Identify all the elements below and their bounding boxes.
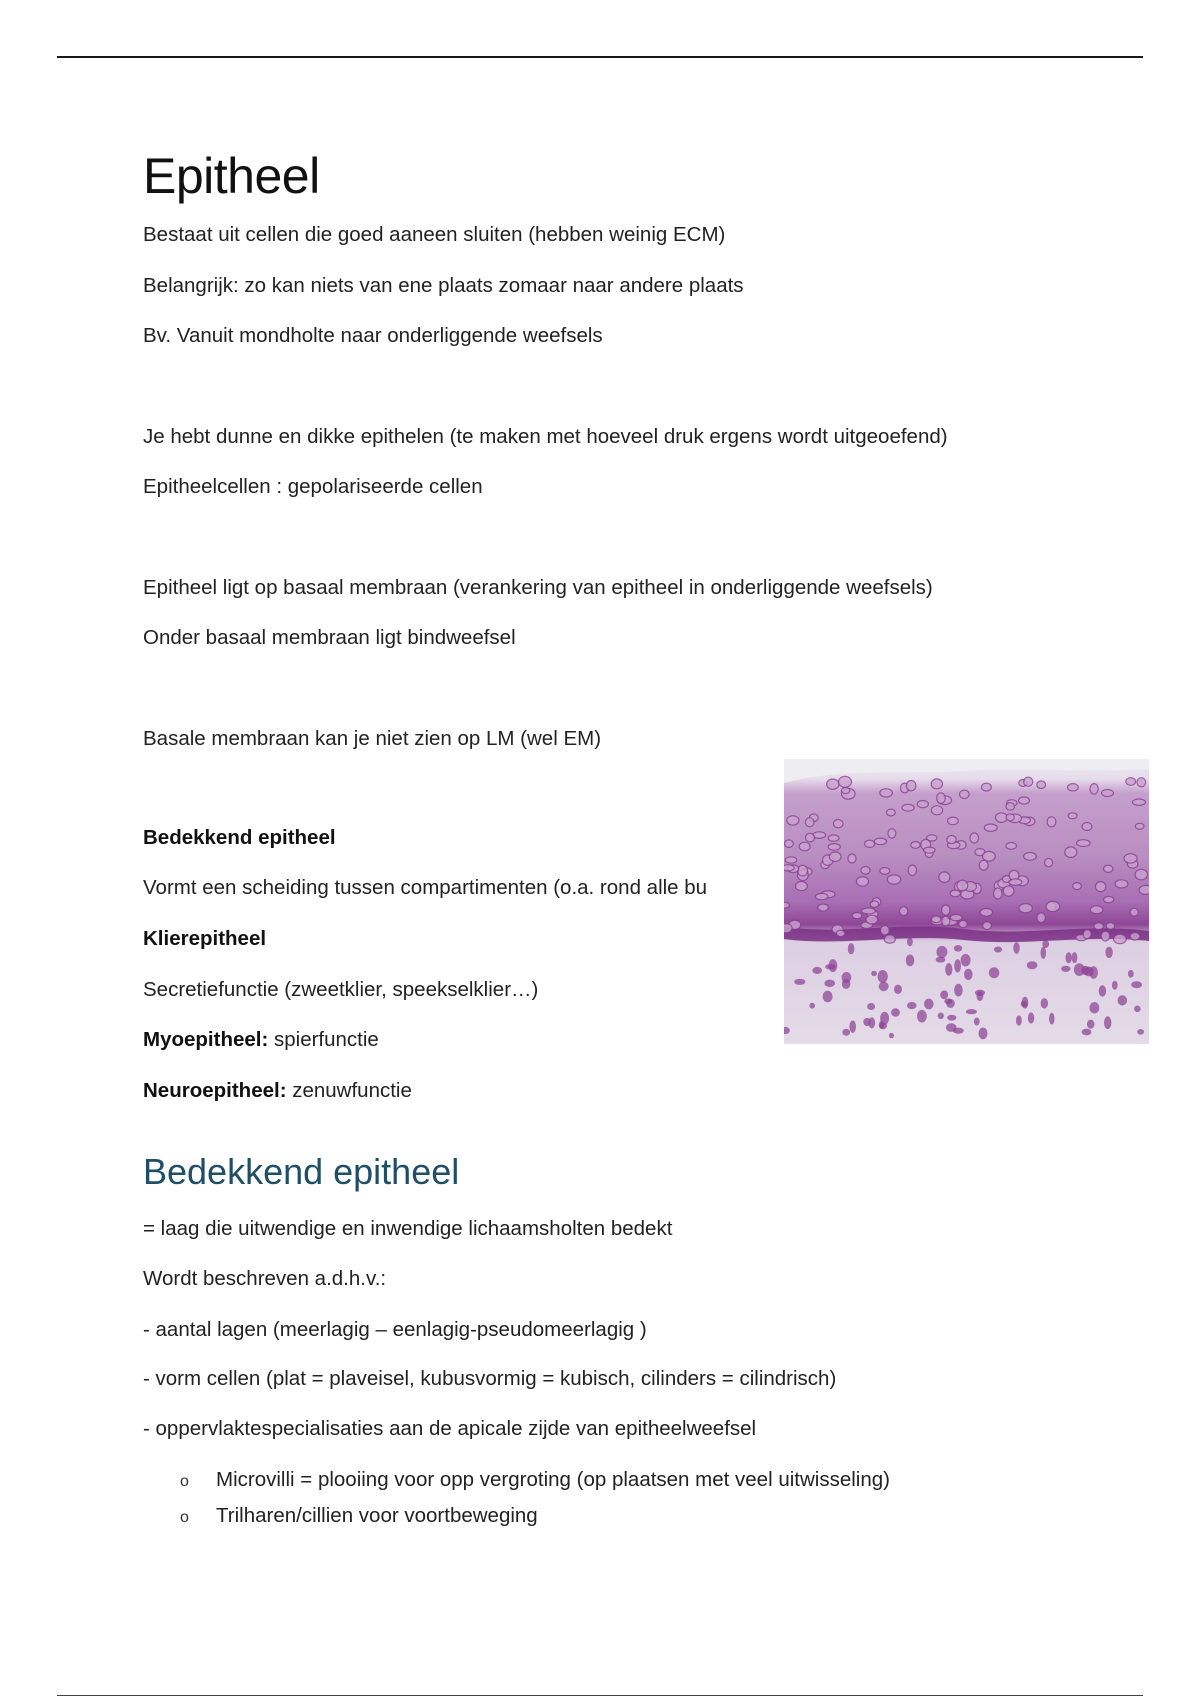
cell-nucleus — [931, 779, 942, 789]
cell-nucleus — [1047, 817, 1056, 827]
cell-nucleus — [918, 1011, 927, 1022]
cell-nucleus — [932, 916, 941, 923]
cell-nucleus — [1073, 883, 1082, 890]
cell-nucleus — [1037, 913, 1046, 923]
cell-nucleus — [1077, 840, 1091, 847]
cell-nucleus — [1019, 797, 1030, 804]
cell-nucleus — [954, 946, 961, 951]
cell-nucleus — [1104, 865, 1113, 872]
cell-nucleus — [861, 908, 875, 914]
cell-nucleus — [939, 872, 950, 883]
cell-nucleus — [1083, 930, 1091, 939]
cell-nucleus — [948, 817, 959, 825]
bullet-item: o Microvilli = plooiing voor opp vergroting (op plaatsen met veel uitwisseling) — [180, 1467, 890, 1495]
paragraph: Belangrijk: zo kan niets van ene plaats zomaar naar andere plaats — [143, 274, 744, 297]
cell-nucleus — [965, 969, 972, 979]
cell-nucleus — [977, 992, 983, 1001]
cell-nucleus — [1037, 781, 1046, 789]
cell-nucleus — [917, 801, 928, 808]
cell-nucleus — [861, 867, 870, 875]
cell-nucleus — [895, 985, 902, 993]
cell-nucleus — [795, 979, 805, 984]
cell-nucleus — [937, 793, 946, 804]
section-line: - vorm cellen (plat = plaveisel, kubusvormig = kubisch, cilinders = cilindrisch) — [143, 1367, 837, 1390]
cell-nucleus — [1099, 986, 1105, 996]
cell-nucleus — [1129, 971, 1134, 978]
cell-nucleus — [1082, 1029, 1091, 1035]
cell-nucleus — [961, 955, 970, 966]
cell-nucleus — [806, 833, 815, 842]
cell-nucleus — [1024, 853, 1037, 861]
cell-nucleus — [989, 968, 998, 978]
cell-nucleus — [1102, 790, 1114, 797]
cell-nucleus — [1135, 1006, 1140, 1011]
neuro-line — [143, 1078, 412, 1104]
cell-nucleus — [880, 789, 893, 797]
cell-nucleus — [900, 907, 908, 916]
cell-nucleus — [784, 924, 792, 933]
bullet-item: o Trilharen/cillien voor voortbeweging — [180, 1503, 538, 1531]
cell-nucleus — [1106, 923, 1115, 930]
cell-nucleus — [833, 820, 843, 828]
cell-nucleus — [852, 913, 862, 919]
cell-nucleus — [1045, 858, 1053, 866]
cell-nucleus — [1041, 947, 1045, 958]
cell-nucleus — [975, 1018, 980, 1025]
cell-nucleus — [1068, 784, 1079, 791]
stratified-epithelium-image — [784, 759, 1149, 1044]
paragraph: Onder basaal membraan ligt bindweefsel — [143, 626, 516, 649]
cell-nucleus — [911, 842, 920, 849]
cell-nucleus — [884, 935, 895, 943]
cell-nucleus — [1006, 803, 1015, 811]
cell-nucleus — [945, 999, 952, 1004]
cell-nucleus — [825, 980, 834, 986]
cell-nucleus — [1130, 933, 1140, 941]
cell-nucleus — [1118, 996, 1126, 1005]
cell-nucleus — [1043, 941, 1049, 948]
cell-nucleus — [836, 930, 845, 936]
cell-nucleus — [1090, 1003, 1099, 1013]
cell-nucleus — [879, 982, 888, 990]
cell-nucleus — [941, 991, 948, 999]
cell-nucleus — [937, 947, 947, 958]
cell-nucleus — [1068, 813, 1077, 819]
cell-nucleus — [787, 816, 799, 825]
cell-nucleus — [1135, 823, 1144, 829]
bedekkend-label: Bedekkend epitheel — [143, 826, 336, 849]
hollow-bullet-icon: o — [180, 1473, 189, 1490]
cell-nucleus — [872, 971, 877, 975]
cell-nucleus — [887, 875, 900, 884]
cell-nucleus — [829, 852, 841, 862]
cell-nucleus — [908, 1003, 916, 1009]
cell-nucleus — [1095, 882, 1105, 892]
paragraph: Epitheelcellen : gepolariseerde cellen — [143, 475, 483, 498]
paragraph: Basale membraan kan je niet zien op LM (wel EM) — [143, 727, 602, 750]
cell-nucleus — [1137, 778, 1146, 787]
cell-nucleus — [908, 865, 916, 876]
cell-nucleus — [1075, 964, 1085, 976]
cell-nucleus — [813, 968, 821, 974]
top-rule — [57, 56, 1143, 58]
cell-nucleus — [1101, 931, 1110, 941]
cell-nucleus — [938, 1013, 943, 1018]
cell-nucleus — [942, 916, 950, 926]
cell-nucleus — [810, 1003, 814, 1008]
cell-nucleus — [1114, 934, 1127, 944]
klier-description: Secretiefunctie (zweetklier, speekselklier…) — [143, 978, 539, 1001]
cell-nucleus — [784, 1028, 789, 1034]
cell-nucleus — [856, 877, 868, 887]
cell-nucleus — [1124, 854, 1137, 863]
cell-nucleus — [955, 960, 961, 972]
cell-nucleus — [1115, 880, 1128, 888]
cell-nucleus — [880, 868, 890, 875]
cell-nucleus — [881, 926, 890, 936]
cell-nucleus — [881, 1012, 889, 1024]
cell-nucleus — [784, 902, 790, 908]
cell-nucleus — [954, 1028, 963, 1033]
paragraph: Bv. Vanuit mondholte naar onderliggende weefsels — [143, 324, 603, 347]
page-title: Epitheel — [143, 148, 320, 204]
cell-nucleus — [1130, 908, 1138, 916]
cell-nucleus — [959, 920, 968, 927]
cell-nucleus — [1082, 823, 1092, 831]
cell-nucleus — [805, 818, 814, 827]
cell-nucleus — [981, 783, 991, 791]
cell-nucleus — [878, 971, 887, 983]
cell-nucleus — [1027, 962, 1036, 969]
cell-nucleus — [866, 915, 878, 924]
cell-nucleus — [1041, 999, 1047, 1008]
cell-nucleus — [828, 844, 840, 851]
cell-nucleus — [946, 964, 952, 975]
section-line: - oppervlaktespecialisaties aan de apicale zijde van epitheelweefsel — [143, 1417, 757, 1440]
cell-nucleus — [888, 829, 896, 838]
myo-description: spierfunctie — [268, 1028, 379, 1051]
cell-nucleus — [950, 914, 962, 920]
cell-nucleus — [829, 960, 837, 972]
bottom-rule — [57, 1695, 1143, 1696]
cell-nucleus — [841, 787, 849, 793]
myo-line — [143, 1027, 379, 1053]
cell-nucleus — [960, 790, 970, 798]
histology-micrograph — [784, 759, 1149, 1044]
paragraph: Bestaat uit cellen die goed aaneen sluiten (hebben weinig ECM) — [143, 223, 726, 246]
cell-nucleus — [799, 842, 810, 851]
cell-nucleus — [1139, 885, 1149, 894]
cell-nucleus — [983, 851, 996, 861]
cell-nucleus — [842, 973, 851, 983]
cell-nucleus — [908, 938, 913, 946]
hollow-bullet-icon: o — [180, 1509, 189, 1526]
cell-nucleus — [890, 1034, 894, 1038]
neuro-label: Neuroepitheel: — [143, 1079, 287, 1102]
cell-nucleus — [839, 776, 852, 787]
cell-nucleus — [947, 836, 956, 844]
paragraph: Epitheel ligt op basaal membraan (verankering van epitheel in onderliggende weefsels) — [143, 576, 933, 599]
cell-nucleus — [1132, 982, 1142, 988]
cell-nucleus — [1009, 879, 1022, 885]
cell-nucleus — [1046, 901, 1060, 911]
cell-nucleus — [785, 840, 794, 848]
cell-nucleus — [994, 888, 1003, 899]
cell-nucleus — [906, 781, 916, 791]
cell-nucleus — [924, 847, 936, 853]
cell-nucleus — [892, 1009, 900, 1016]
cell-nucleus — [1090, 906, 1103, 914]
cell-nucleus — [995, 947, 1002, 952]
cell-nucleus — [1019, 904, 1032, 913]
cell-nucleus — [850, 1021, 855, 1032]
cell-nucleus — [1088, 1020, 1094, 1028]
section-line: - aantal lagen (meerlagig – eenlagig-pseudomeerlagig ) — [143, 1318, 647, 1341]
cell-nucleus — [1006, 843, 1017, 850]
cell-nucleus — [823, 991, 832, 1001]
cell-nucleus — [1094, 923, 1104, 930]
cell-nucleus — [868, 1004, 875, 1010]
neuro-description: zenuwfunctie — [286, 1079, 412, 1102]
cell-nucleus — [865, 840, 875, 847]
cell-nucleus — [931, 806, 942, 815]
cell-nucleus — [984, 824, 997, 831]
cell-nucleus — [848, 944, 853, 954]
cell-nucleus — [1065, 847, 1077, 858]
cell-nucleus — [980, 909, 993, 917]
cell-nucleus — [1104, 896, 1114, 902]
cell-nucleus — [950, 890, 960, 897]
cell-nucleus — [870, 901, 878, 908]
cell-nucleus — [874, 838, 886, 845]
cell-nucleus — [1050, 1013, 1054, 1024]
cell-nucleus — [828, 835, 839, 841]
cell-nucleus — [936, 957, 945, 962]
cell-nucleus — [1085, 967, 1093, 976]
cell-nucleus — [887, 809, 896, 816]
cell-nucleus — [1113, 981, 1117, 989]
bedekkend-description: Vormt een scheiding tussen compartimenten (o.a. rond alle bu — [143, 876, 708, 899]
cell-nucleus — [818, 904, 829, 911]
paragraph: Je hebt dunne en dikke epithelen (te maken met hoeveel druk ergens wordt uitgeoefend) — [143, 425, 948, 448]
cell-nucleus — [798, 865, 808, 876]
cell-nucleus — [843, 1029, 850, 1035]
cell-nucleus — [967, 1010, 977, 1014]
cell-nucleus — [1072, 953, 1077, 963]
cell-nucleus — [827, 779, 839, 789]
cell-nucleus — [955, 984, 962, 995]
cell-nucleus — [1135, 869, 1147, 880]
cell-nucleus — [784, 865, 794, 871]
cell-nucleus — [1138, 1030, 1144, 1034]
cell-nucleus — [1006, 814, 1014, 821]
cell-nucleus — [902, 804, 914, 811]
cell-nucleus — [925, 999, 933, 1009]
cell-nucleus — [1024, 777, 1033, 786]
cell-nucleus — [1132, 799, 1145, 805]
cell-nucleus — [1003, 886, 1014, 896]
cell-nucleus — [979, 860, 988, 870]
cell-nucleus — [815, 893, 828, 899]
cell-nucleus — [1090, 784, 1098, 795]
cell-nucleus — [880, 1023, 887, 1028]
cell-nucleus — [1029, 1013, 1034, 1023]
cell-nucleus — [848, 854, 856, 863]
cell-nucleus — [957, 880, 968, 891]
cell-nucleus — [1126, 778, 1136, 786]
cell-nucleus — [1014, 943, 1019, 953]
section-line: Wordt beschreven a.d.h.v.: — [143, 1267, 387, 1290]
cell-nucleus — [970, 833, 979, 843]
cell-nucleus — [1021, 1001, 1026, 1006]
cell-nucleus — [864, 1018, 870, 1025]
cell-nucleus — [795, 882, 807, 891]
section-heading: Bedekkend epitheel — [143, 1151, 460, 1192]
cell-nucleus — [1105, 1017, 1111, 1029]
cell-nucleus — [948, 1015, 956, 1020]
cell-nucleus — [979, 1028, 987, 1039]
cell-nucleus — [1106, 947, 1112, 957]
cell-nucleus — [906, 955, 913, 966]
cell-nucleus — [785, 857, 797, 863]
cell-nucleus — [1062, 966, 1070, 971]
cell-nucleus — [1017, 1016, 1022, 1025]
section-line: = laag die uitwendige en inwendige lichaamsholten bedekt — [143, 1217, 673, 1240]
klier-label: Klierepitheel — [143, 927, 267, 950]
myo-label: Myoepitheel: — [143, 1028, 269, 1051]
cell-nucleus — [1066, 953, 1071, 963]
cell-nucleus — [983, 922, 992, 930]
cell-nucleus — [942, 905, 950, 915]
